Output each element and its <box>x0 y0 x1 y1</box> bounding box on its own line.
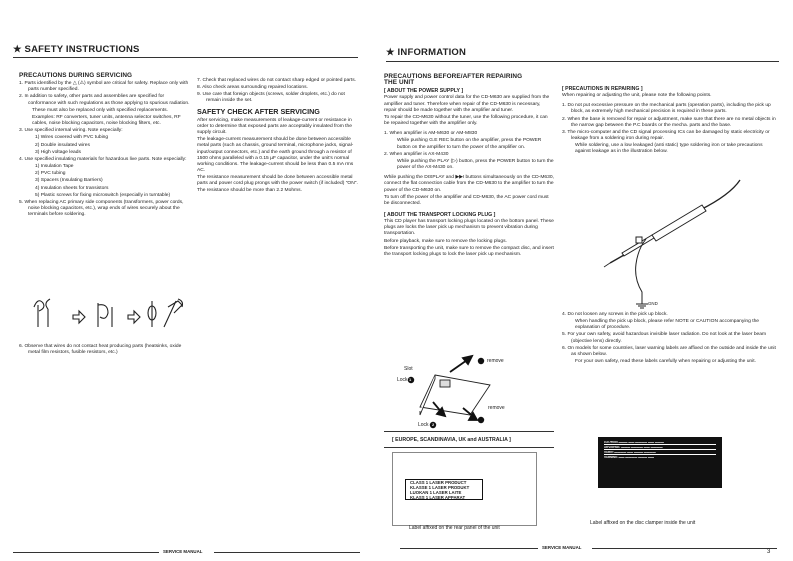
repair-item: 4. Do not loosen any screws in the pick up block. <box>562 312 668 317</box>
safety-item: Examples: RF converters, tuner units, antenna selector switches, RF cables, noise blocking capacitors, noise blocking filters, etc. <box>32 114 181 127</box>
plug-para: Before playback, make sure to remove the locking plugs. <box>384 238 507 244</box>
safety-item: These must also be replaced only with specified replacements. <box>32 107 168 113</box>
safety-item: 8. Also check areas surrounding repaired locations. <box>197 85 308 91</box>
safety-item: 1. Parts identified by the △ (⚠) symbol are critical for safety. Replace only with parts number specified. <box>19 81 189 93</box>
lock-1-number: 1 <box>409 377 412 382</box>
footer-rule-right-b <box>592 548 777 549</box>
remove-1-label: remove <box>487 358 504 364</box>
repair-intro: When repairing or adjusting the unit, please note the following points. <box>562 93 712 99</box>
power-para: To repair the CD-M630 without the tuner, use the following procedure, it can be repaired together with the amplifier only. <box>384 114 548 127</box>
left-column-1b <box>19 344 192 357</box>
caption-rear-panel: Label affixed on the rear panel of the unit <box>409 525 500 531</box>
safety-subitem: 2) PVC tubing <box>35 171 66 177</box>
precautions-heading-2: THE UNIT <box>384 79 415 87</box>
power-step-detail: While pushing the PLAY (▷) button, press the POWER button to turn the power of the AX-M430 on. <box>397 158 554 171</box>
wire-wrap-illustration <box>28 293 188 333</box>
title-rule-right <box>386 61 779 62</box>
region-rule-top <box>384 431 554 432</box>
warning-label-text: CAUTION ▬▬▬ ▬▬ ▬▬▬▬ ▬▬ ▬▬▬ ADVARSEL ▬▬▬ ▬▬▬▬ ▬▬ ▬▬▬▬ VARO! ▬▬▬▬ ▬▬ ▬▬▬ ▬▬▬▬ VARNING ▬▬ ▬▬▬▬ ▬▬▬ ▬▬ <box>604 440 716 459</box>
safety-item: 2. In addition to safety, other parts and assemblies are specified for conformance with such regulations as those applying to spurious radiation. <box>19 94 190 106</box>
right-column-2b <box>562 312 777 366</box>
slot-label: Slot <box>404 366 413 372</box>
plug-para: This CD player has transport locking plugs located on the bottom panel. These plugs are locks the laser pick up mechanism to prevent vibration during transportation. <box>384 219 554 237</box>
class-label-line: LUOKAN 1 LASER LAITE <box>410 490 462 495</box>
repair-item-detail: For your own safety, read these labels carefully when repairing or adjusting the unit. <box>575 359 756 365</box>
locking-plug-heading: [ ABOUT THE TRANSPORT LOCKING PLUG ] <box>384 211 496 218</box>
safety-item: 6. Observe that wires do not contact heat producing parts (heatsinks, oxide metal film resistors, fusible resistors, etc.) <box>19 344 182 356</box>
power-para: Power supply and power control data for the CD-M630 are supplied from the amplifier and tuner. Therefore when repair of the CD-M630 is necessary, repair should be made together with the amplifier and tuner. <box>384 95 550 113</box>
class-label-line: KLASS 1 LASER APPARAT <box>410 495 466 500</box>
safety-item: 7. Check that replaced wires do not contact sharp edged or pointed parts. <box>197 78 357 83</box>
repair-item: 3. The micro-computer and the CD signal processing ICs can be damaged by static electricity or leakage from a soldering iron during repair. <box>562 129 770 142</box>
safety-instructions-title: ★ SAFETY INSTRUCTIONS <box>13 44 140 55</box>
footer-left: SERVICE MANUAL <box>163 549 203 554</box>
power-supply-heading: [ ABOUT THE POWER SUPPLY ] <box>384 88 464 95</box>
caption-disc-clamper: Label affixed on the disc clamper inside the unit <box>590 520 696 526</box>
page-number: 3 <box>767 549 771 555</box>
warning-line: ADVARSEL <box>604 445 621 449</box>
laser-warning-label <box>598 437 722 488</box>
region-heading: [ EUROPE, SCANDINAVIA, UK and AUSTRALIA ] <box>392 437 511 443</box>
precautions-heading-1: PRECAUTIONS BEFORE/AFTER REPAIRING <box>384 73 523 80</box>
safety-item: 3. Use specified internal wiring. Note especially: <box>19 128 123 134</box>
lock-2-number: 2 <box>432 422 435 427</box>
repair-heading: [ PRECAUTIONS IN REPAIRING ] <box>562 86 643 92</box>
repair-item: 2. When the base is removed for repair or adjustment, make sure that there are no metal objects in the narrow gap between the P.C boards or the mecha. parts and the base. <box>562 116 776 128</box>
safety-item: 5. When replacing AC primary side components (transformers, power cords, noise blocking capacitors, etc.), wrap ends of wires securely about the terminals before soldering. <box>19 199 184 218</box>
left-column-1 <box>19 71 192 219</box>
repair-item: 6. On models for some countries, laser warning labels are affixed on the outside and inside the unit as shown below. <box>562 345 776 357</box>
locking-plug-diagram <box>395 350 525 432</box>
precautions-heading: PRECAUTIONS DURING SERVICING <box>19 72 133 79</box>
power-step: 1. When amplifier is AM-M630 or AM-M830 <box>384 131 478 137</box>
power-para: To turn off the power of the amplifier and CD-M630, the AC power cord must be disconnected. <box>384 194 549 206</box>
remove-2-label: remove <box>488 405 505 411</box>
remove-marker-2 <box>478 417 484 423</box>
class1-laser-label <box>405 479 483 500</box>
safety-subitem: 5) Plastic screws for fixing microswitch (especially in turntable) <box>35 192 171 198</box>
remove-marker-1 <box>478 358 484 364</box>
remove-2-number: 2 <box>485 417 488 422</box>
safety-check-para: After servicing, make measurements of leakage-current or resistance in order to determine that exposed parts are acceptably insulated from the supply circuit. <box>197 117 352 136</box>
title-rule-left <box>13 57 358 58</box>
warning-line: VARO! <box>604 450 614 454</box>
footer-right: SERVICE MANUAL <box>542 545 582 550</box>
class-label-panel <box>392 452 537 526</box>
region-rule-bottom <box>384 447 554 448</box>
class-label-line: KLASSE 1 LASER PRODUKT <box>410 485 470 490</box>
footer-rule-left-b <box>214 552 360 553</box>
safety-check-heading: SAFETY CHECK AFTER SERVICING <box>197 106 320 116</box>
information-title: ★ INFORMATION <box>386 47 467 58</box>
repair-item: 1. Do not put excessive pressure on the mechanical parts (operation parts), including the pick up block, as extremely high mechanical precision is required in these parts. <box>562 103 771 115</box>
warning-line: VARNING <box>604 455 618 459</box>
safety-subitem: 1) Wires covered with PVC tubing <box>35 135 109 141</box>
lock-1-label: Lock <box>397 377 408 383</box>
footer-rule-left-a <box>13 552 159 553</box>
power-para: While pushing the DISPLAY and ▶▶I buttons simultaneously on the CD-M630, connect the flat connection cable from the CD-M630 to the amplifier to turn the power of the CD-M630 on. <box>384 175 554 193</box>
safety-check-para: The leakage-current measurement should be done between accessible metal parts (such as chassis, ground terminal, microphone jacks, signal-input/output connectors, etc.) and the earth ground through a resistor of 1500 ohms paralleled with a 0.15 µF capacitor, under the unit's normal working conditions. The leakage-current should be less than 0.5 mA rms AC. <box>197 137 354 174</box>
safety-check-para: The resistance measurement should be done between accessible metal parts and power cord plug prongs with the power switch (if included) "ON". The resistance should be more than 2.2 Mohms. <box>197 175 358 193</box>
class-label-line: CLASS 1 LASER PRODUCT <box>410 480 467 485</box>
safety-item: 9. Use care that foreign objects (screws, solder droplets, etc.) do not remain inside the set. <box>197 92 345 104</box>
plug-para: Before transporting the unit, make sure to remove the compact disc, and insert the transport locking plugs to lock the laser pick up mechanism. <box>384 245 554 257</box>
lock-2-label: Lock <box>418 422 429 428</box>
remove-1-number: 1 <box>485 358 488 363</box>
gnd-label: GND <box>648 301 658 306</box>
footer-rule-right-a <box>400 548 538 549</box>
power-step: 2. When amplifier is AX-M430 <box>384 151 449 157</box>
right-column-1 <box>384 74 554 259</box>
power-step-detail: While pushing G.E REC button on the amplifier, press the POWER button on the amplifier to turn the power of the amplifier on. <box>397 138 542 150</box>
left-column-2 <box>197 78 359 195</box>
safety-subitem: 2) Double insulated wires <box>35 142 90 148</box>
safety-subitem: 4) Insulation sheets for transistors <box>35 185 109 191</box>
warning-line: CAUTION <box>604 440 618 444</box>
safety-subitem: 3) High voltage leads <box>35 149 81 155</box>
repair-item-detail: When handling the pick up block, please refer NOTE or CAUTION accompanying the explanation of procedure. <box>575 319 760 331</box>
right-column-2 <box>562 86 777 157</box>
safety-subitem: 3) Spacers (Insulating Barriers) <box>35 178 103 184</box>
safety-subitem: 1) Insulation Tape <box>35 164 74 170</box>
safety-item: 4. Use specified insulating materials for hazardous live parts. Note especially: <box>19 156 187 162</box>
soldering-iron-illustration <box>590 175 750 310</box>
repair-item-detail: While soldering, use a low leakaged (anti static) type soldering iron or take precautions against leakage as in the illustration below. <box>575 143 763 155</box>
repair-item: 5. For your own safety, avoid hazardous invisible laser radiation. Do not look at the laser beam (objective lens) directly. <box>562 332 767 344</box>
